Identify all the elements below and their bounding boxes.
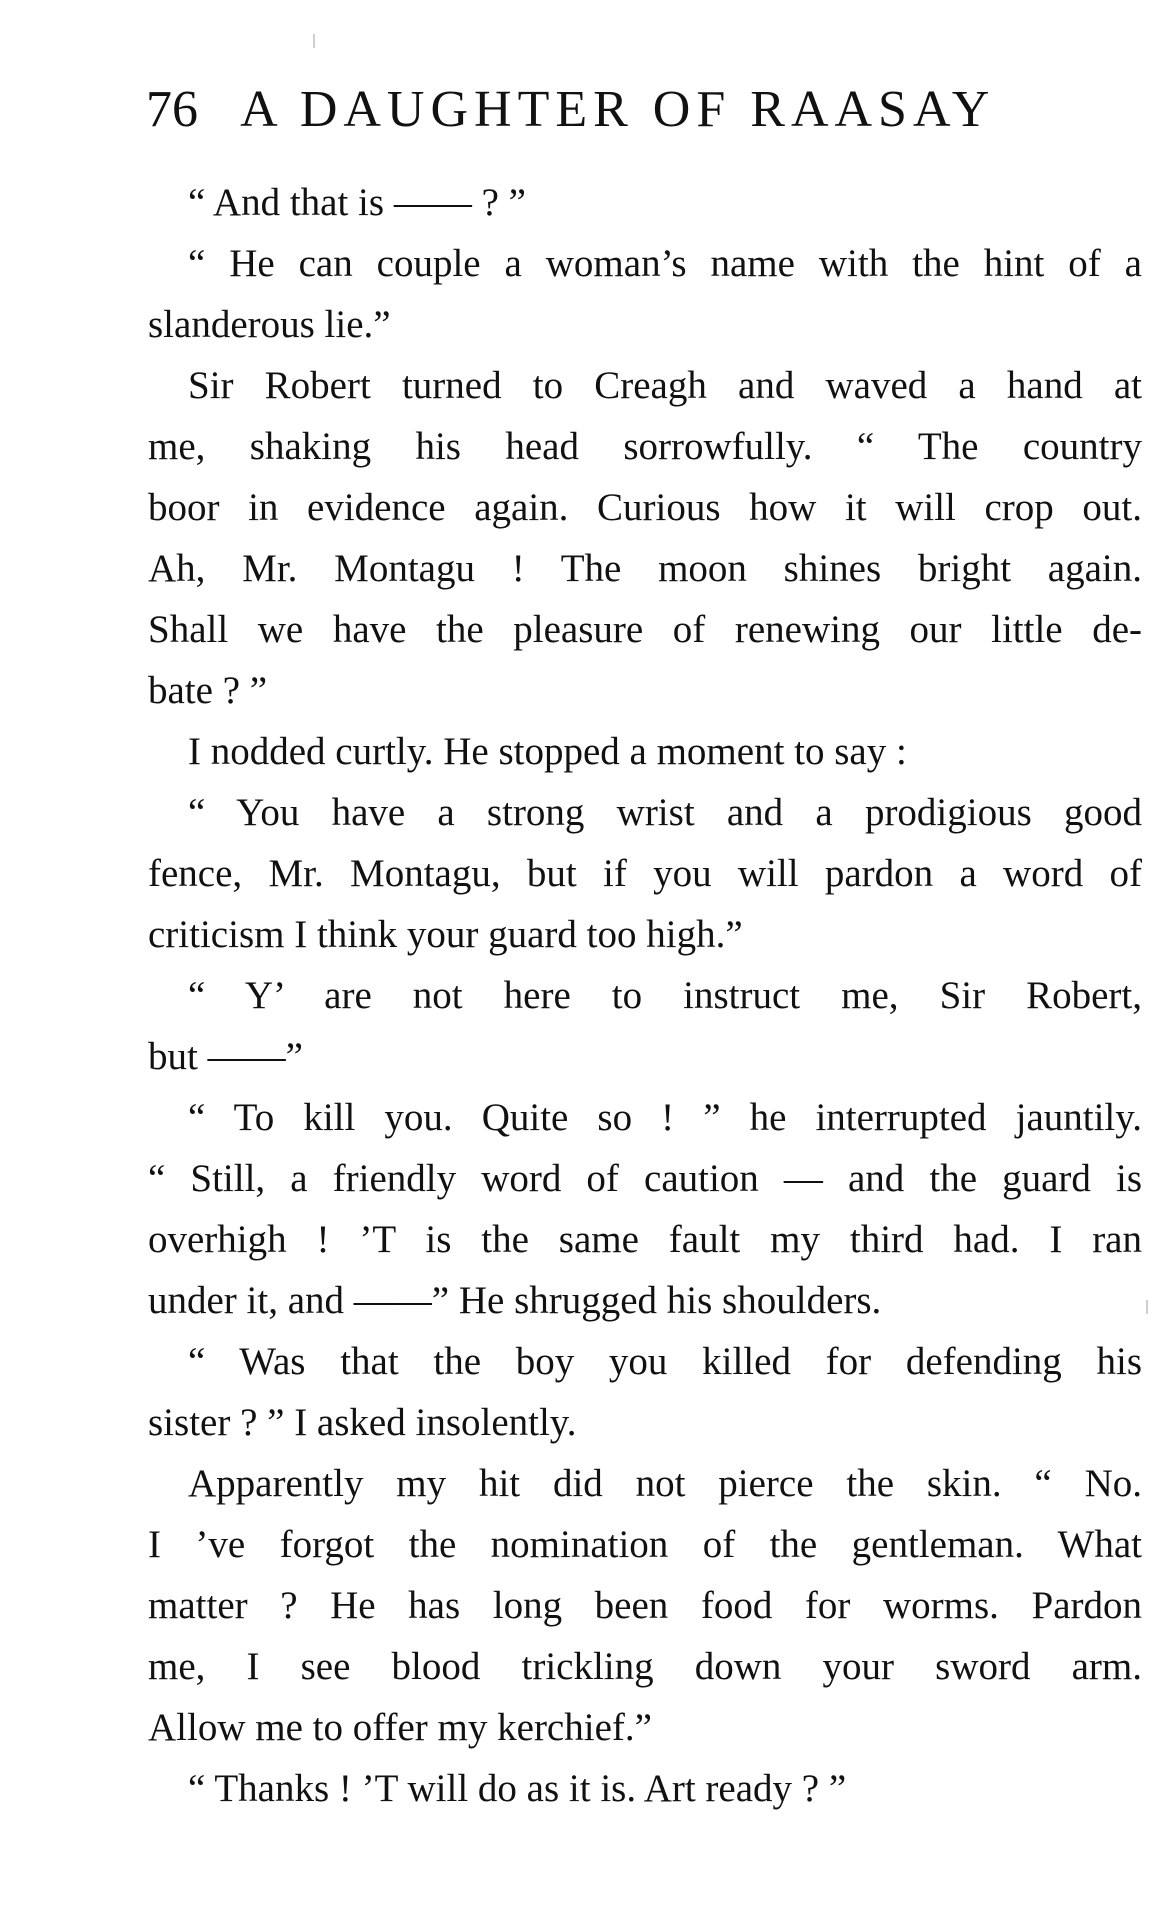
text-line: slanderous lie.” xyxy=(148,303,391,346)
text-line: sister ? ” I asked insolently. xyxy=(148,1401,577,1444)
text-line: me, shaking his head sorrowfully. “ The country xyxy=(148,425,1142,468)
text-line: overhigh ! ’T is the same fault my third had. I ran xyxy=(148,1218,1142,1261)
text-line: Sir Robert turned to Creagh and waved a hand at xyxy=(188,364,1142,407)
text-line: under it, and ——” He shrugged his shoulders. xyxy=(148,1279,882,1322)
text-line: Apparently my hit did not pierce the skin. “ No. xyxy=(188,1462,1142,1505)
page-body-text xyxy=(148,172,1142,1819)
scan-speck-right xyxy=(1146,1300,1148,1314)
text-line: “ Thanks ! ’T will do as it is. Art ready ? ” xyxy=(188,1767,847,1810)
text-line: Allow me to offer my kerchief.” xyxy=(148,1706,652,1749)
text-line: but ——” xyxy=(148,1035,303,1078)
text-line: me, I see blood trickling down your sword arm. xyxy=(148,1645,1142,1688)
running-head xyxy=(146,80,1136,140)
scan-speck-top xyxy=(313,34,315,48)
text-line: boor in evidence again. Curious how it will crop out. xyxy=(148,486,1142,529)
text-line: “ You have a strong wrist and a prodigious good xyxy=(188,791,1142,834)
text-line: I ’ve forgot the nomination of the gentleman. What xyxy=(148,1523,1142,1566)
running-title: A DAUGHTER OF RAASAY xyxy=(240,81,996,138)
text-line: Shall we have the pleasure of renewing our little de- xyxy=(148,608,1142,651)
text-line: matter ? He has long been food for worms. Pardon xyxy=(148,1584,1142,1627)
text-line: fence, Mr. Montagu, but if you will pardon a word of xyxy=(148,852,1142,895)
text-line: “ To kill you. Quite so ! ” he interrupted jauntily. xyxy=(188,1096,1142,1139)
text-line: Ah, Mr. Montagu ! The moon shines bright again. xyxy=(148,547,1142,590)
page-number: 76 xyxy=(146,81,198,138)
text-line: criticism I think your guard too high.” xyxy=(148,913,743,956)
text-line: “ Was that the boy you killed for defending his xyxy=(188,1340,1142,1383)
text-line: “ Still, a friendly word of caution — and the guard is xyxy=(148,1157,1142,1200)
text-line: I nodded curtly. He stopped a moment to say : xyxy=(188,730,907,773)
text-line: “ He can couple a woman’s name with the hint of a xyxy=(188,242,1142,285)
text-line: bate ? ” xyxy=(148,669,268,712)
text-line: “ Y’ are not here to instruct me, Sir Robert, xyxy=(188,974,1142,1017)
text-line: “ And that is —— ? ” xyxy=(188,181,526,224)
